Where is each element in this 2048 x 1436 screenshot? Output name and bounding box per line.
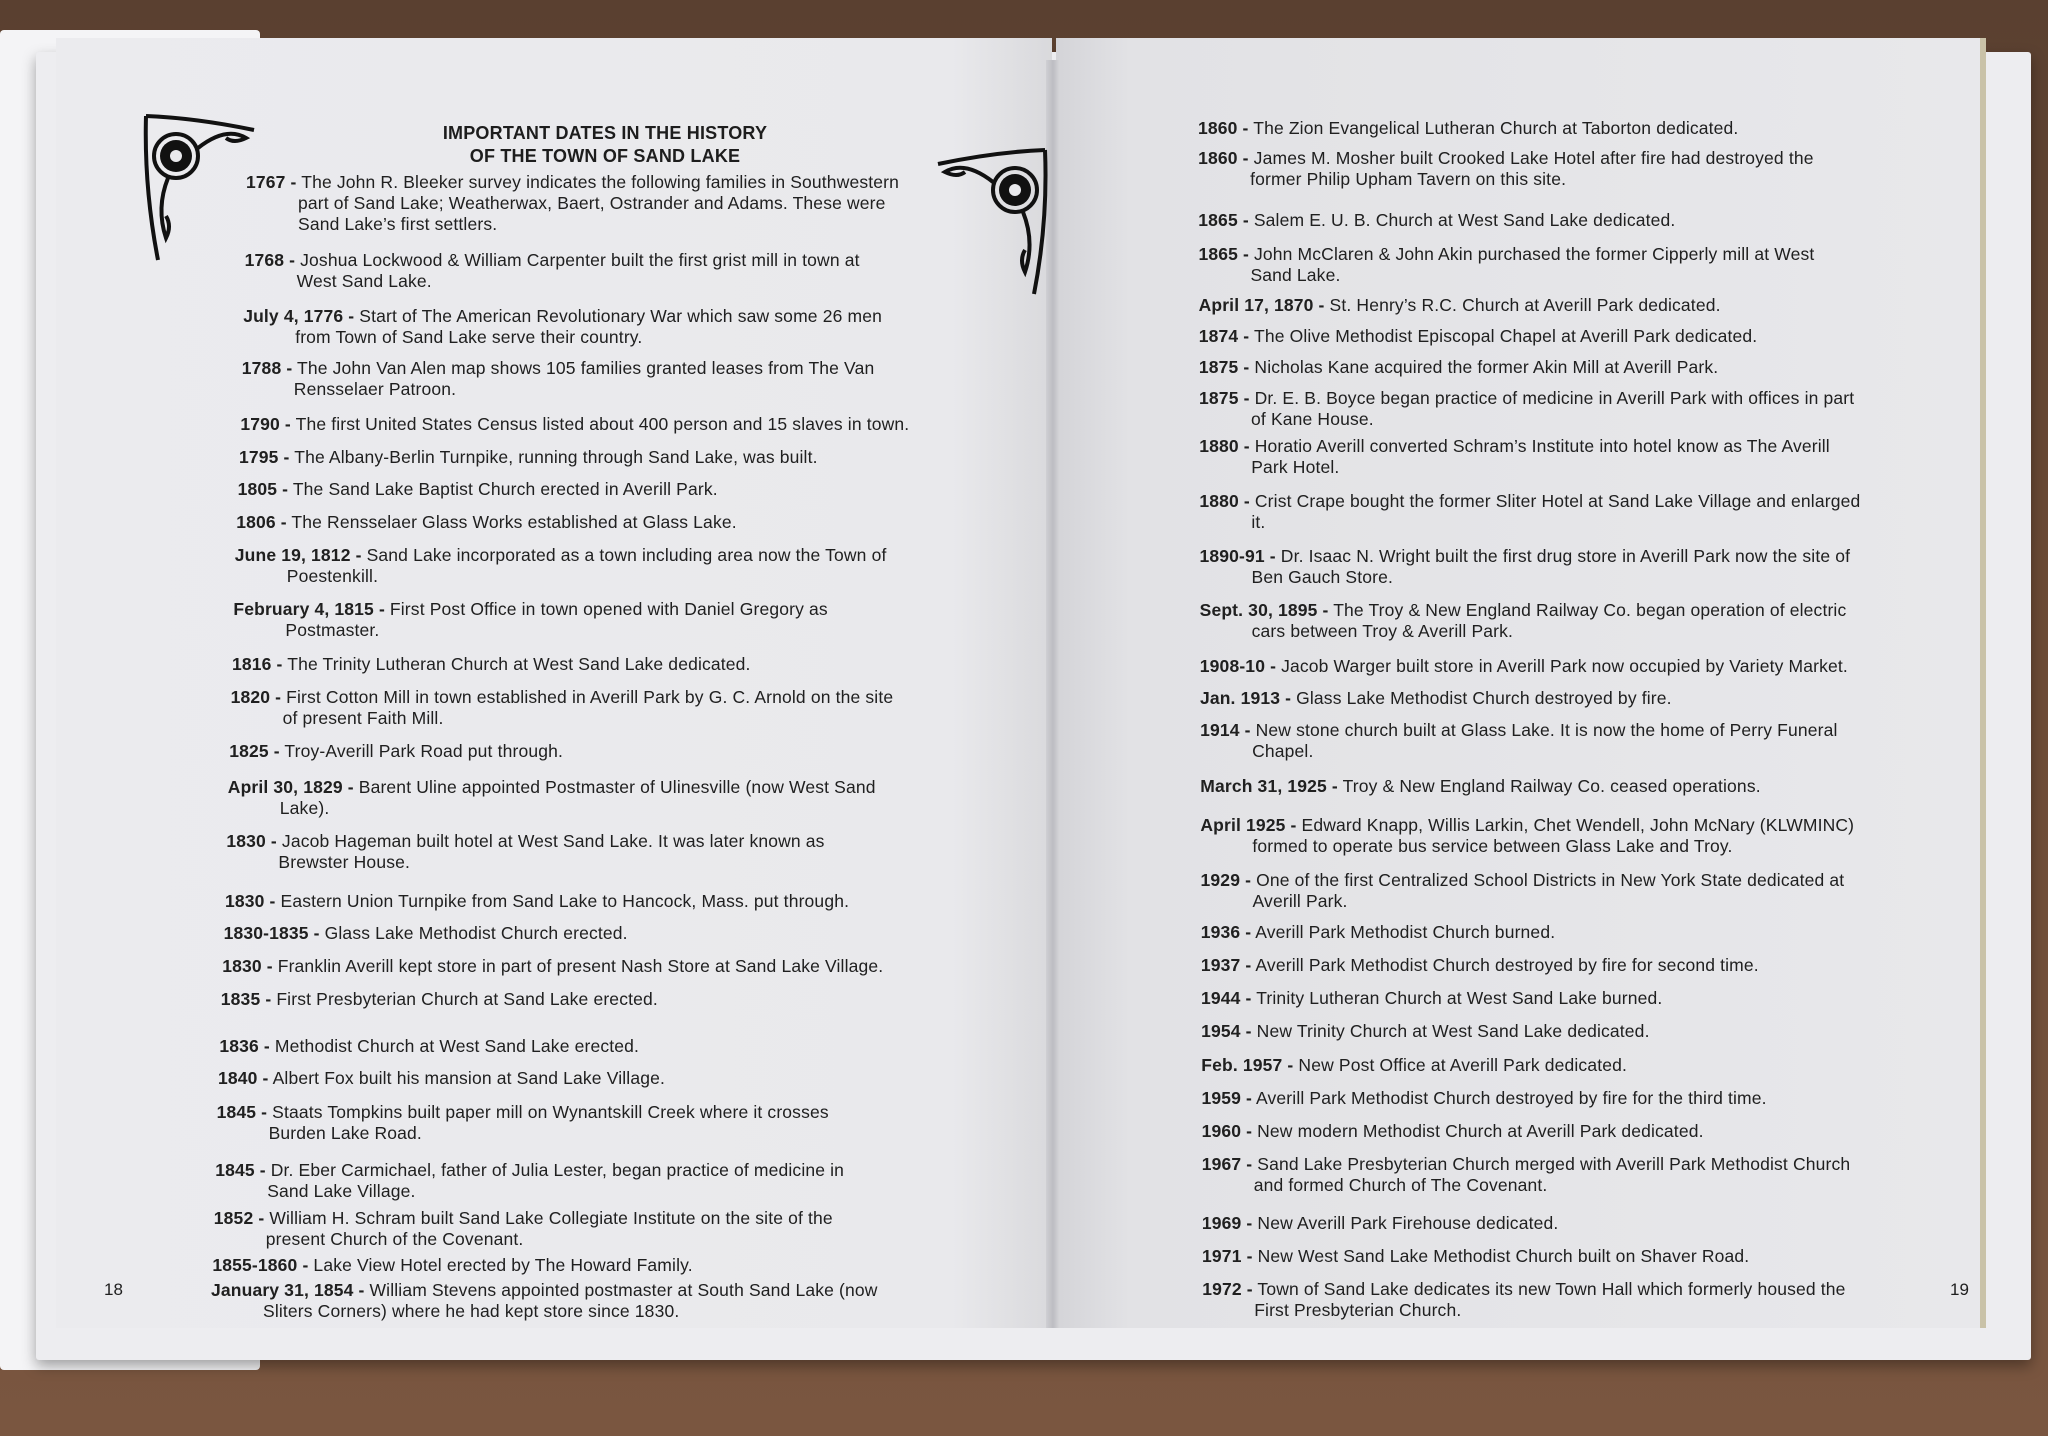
entry-first-line (211, 1280, 878, 1300)
entry-date: 1795 - (239, 447, 290, 467)
date-entry-left (242, 358, 875, 400)
date-entry-left (224, 923, 628, 944)
entry-text-line-1: William Stevens appointed postmaster at South Sand Lake (now (364, 1280, 878, 1300)
entry-date: Sept. 30, 1895 - (1199, 600, 1329, 620)
entry-first-line (238, 479, 718, 499)
entry-date: 1830-1835 - (223, 923, 320, 943)
entry-text-line-2: and formed Church of The Covenant. (1253, 1175, 1548, 1195)
date-entry-right (1202, 1121, 1704, 1142)
entry-first-line (218, 1068, 665, 1088)
date-entry-right (1198, 148, 1813, 190)
date-entry-left (243, 306, 882, 348)
date-entry-left (212, 1255, 692, 1276)
entry-text-line-1: The Trinity Lutheran Church at West Sand Lake dedicated. (282, 654, 751, 674)
entry-text-line-1: The Albany-Berlin Turnpike, running through Sand Lake, was built. (289, 447, 818, 467)
entry-first-line (1198, 210, 1675, 230)
entry-first-line (236, 512, 737, 532)
date-entry-right (1202, 1279, 1845, 1321)
entry-date: 1937 - (1200, 955, 1252, 975)
corner-ornament-right-icon (930, 142, 1055, 302)
date-entry-left (219, 1036, 639, 1057)
entry-first-line (1201, 1021, 1649, 1041)
entry-text-line-3: Sand Lake’s first settlers. (298, 214, 498, 234)
date-entry-left (226, 831, 824, 873)
entry-text-line-1: First Post Office in town opened with Daniel Gregory as (384, 599, 828, 619)
date-entry-left (215, 1160, 844, 1202)
entry-date: 1825 - (229, 741, 280, 761)
entry-text-line-1: Dr. E. B. Boyce began practice of medicine in Averill Park with offices in part (1249, 388, 1855, 408)
entry-text-line-2: of present Faith Mill. (282, 708, 444, 728)
entry-date: March 31, 1925 - (1200, 776, 1338, 796)
date-entry-left (238, 479, 718, 500)
entry-text-line-2: Burden Lake Road. (268, 1123, 422, 1143)
entry-text-line-1: New Post Office at Averill Park dedicated. (1293, 1055, 1628, 1075)
entry-date: 1830 - (222, 956, 273, 976)
date-entry-left (221, 989, 658, 1010)
entry-date: January 31, 1854 - (211, 1280, 365, 1300)
entry-first-line (225, 891, 849, 911)
entry-text-line-2: First Presbyterian Church. (1254, 1300, 1462, 1320)
entry-first-line (232, 654, 751, 674)
entry-date: 1845 - (216, 1102, 268, 1122)
date-entry-right (1199, 388, 1854, 430)
entry-date: 1767 - (246, 172, 297, 192)
entry-date: Jan. 1913 - (1199, 688, 1292, 708)
entry-text-line-1: Lake View Hotel erected by The Howard Family. (308, 1255, 693, 1275)
entry-first-line (1200, 600, 1847, 620)
entry-date: 1874 - (1198, 326, 1250, 346)
date-entry-right (1199, 295, 1721, 316)
entry-first-line (1202, 1213, 1558, 1233)
entry-text-line-1: Dr. Eber Carmichael, father of Julia Lester, began practice of medicine in (265, 1160, 845, 1180)
date-entry-right (1198, 118, 1738, 139)
page-number-left: 18 (104, 1280, 123, 1299)
date-entry-right (1201, 1021, 1649, 1042)
date-entry-left (217, 1102, 829, 1144)
entry-text-line-2: Averill Park. (1252, 891, 1348, 911)
entry-text-line-1: The Rensselaer Glass Works established at Glass Lake. (286, 512, 737, 532)
entry-date: 1790 - (240, 414, 291, 434)
entry-date: 1805 - (237, 479, 289, 499)
entry-first-line (243, 306, 882, 326)
entry-text-line-1: John McClaren & John Akin purchased the former Cipperly mill at West (1248, 244, 1815, 264)
entry-text-line-2: West Sand Lake. (296, 271, 432, 291)
entry-text-line-1: Crist Crape bought the former Sliter Hotel at Sand Lake Village and enlarged (1249, 491, 1861, 511)
date-entry-right (1199, 491, 1860, 533)
date-entry-right (1202, 1154, 1851, 1196)
entry-text-line-1: Troy & New England Railway Co. ceased operations. (1337, 776, 1761, 796)
date-entry-right (1198, 244, 1814, 286)
entry-first-line (222, 956, 883, 976)
date-entry-left (228, 777, 876, 819)
entry-first-line (1202, 1246, 1749, 1266)
entry-text-line-2: of Kane House. (1251, 409, 1374, 429)
entry-text-line-1: Joshua Lockwood & William Carpenter built the first grist mill in town at (295, 250, 860, 270)
date-entry-right (1201, 1088, 1766, 1109)
entry-text-line-1: Sand Lake Presbyterian Church merged with Averill Park Methodist Church (1252, 1154, 1851, 1174)
date-entry-left (245, 250, 860, 292)
entry-text-line-1: The Olive Methodist Episcopal Chapel at Averill Park dedicated. (1249, 326, 1758, 346)
entry-first-line (1199, 326, 1758, 346)
entry-text-line-1: Town of Sand Lake dedicates its new Town Hall which formerly housed the (1252, 1279, 1846, 1299)
entry-first-line (242, 358, 875, 378)
entry-text-line-1: The Zion Evangelical Lutheran Church at Taborton dedicated. (1248, 118, 1739, 138)
entry-first-line (1199, 295, 1721, 315)
corner-ornament-left-icon (136, 108, 261, 268)
date-entry-right (1200, 546, 1851, 588)
entry-text-line-1: The Troy & New England Railway Co. began operation of electric (1328, 600, 1847, 620)
entry-text-line-1: Barent Uline appointed Postmaster of Ulinesville (now West Sand (353, 777, 876, 797)
date-entry-left (236, 512, 737, 533)
date-entry-right (1199, 436, 1830, 478)
entry-first-line (246, 172, 899, 192)
date-entry-left (235, 545, 887, 587)
entry-text-line-1: Albert Fox built his mansion at Sand Lake Village. (268, 1068, 665, 1088)
entry-text-line-2: Ben Gauch Store. (1251, 567, 1394, 587)
entry-first-line (1200, 720, 1837, 740)
entry-text-line-1: James M. Mosher built Crooked Lake Hotel after fire had destroyed the (1248, 148, 1814, 168)
entry-date: 1875 - (1199, 388, 1250, 408)
entry-text-line-1: The first United States Census listed about 400 person and 15 slaves in town. (290, 414, 910, 434)
entry-date: 1806 - (236, 512, 287, 532)
entry-text-line-1: Averill Park Methodist Church destroyed by fire for second time. (1251, 955, 1759, 975)
entry-first-line (215, 1160, 844, 1180)
page-number-right: 19 (1950, 1280, 1969, 1299)
entry-first-line (239, 447, 818, 467)
entry-date: 1890-91 - (1199, 546, 1276, 566)
date-entry-right (1202, 1213, 1558, 1234)
entry-date: 1816 - (232, 654, 283, 674)
entry-text-line-1: Troy-Averill Park Road put through. (279, 741, 563, 761)
entry-text-line-2: Rensselaer Patroon. (293, 379, 457, 399)
entry-text-line-1: Averill Park Methodist Church burned. (1251, 922, 1556, 942)
date-entry-left (218, 1068, 665, 1089)
entry-text-line-2: former Philip Upham Tavern on this site. (1250, 169, 1567, 189)
date-entry-right (1200, 776, 1760, 797)
date-entry-right (1200, 688, 1672, 709)
entry-first-line (217, 1102, 829, 1122)
entry-date: Feb. 1957 - (1201, 1055, 1294, 1075)
entry-date: 1830 - (225, 891, 276, 911)
entry-date: April 30, 1829 - (227, 777, 354, 797)
entry-text-line-1: Salem E. U. B. Church at West Sand Lake dedicated. (1248, 210, 1676, 230)
entry-date: 1836 - (219, 1036, 270, 1056)
entry-date: 1860 - (1198, 148, 1249, 168)
entry-text-line-1: First Cotton Mill in town established in Averill Park by G. C. Arnold on the site (281, 687, 894, 707)
date-entry-left (240, 414, 909, 435)
date-entry-left (239, 447, 818, 468)
entry-text-line-2: part of Sand Lake; Weatherwax, Baert, Ostrander and Adams. These were (298, 193, 886, 213)
entry-date: 1875 - (1198, 357, 1250, 377)
entry-date: 1855-1860 - (212, 1255, 309, 1275)
date-entry-right (1200, 720, 1837, 762)
entry-date: 1845 - (215, 1160, 266, 1180)
entry-first-line (245, 250, 860, 270)
entry-text-line-1: First Presbyterian Church at Sand Lake erected. (271, 989, 658, 1009)
date-entry-left (232, 654, 751, 675)
entry-first-line (1201, 922, 1556, 942)
entry-text-line-1: Start of The American Revolutionary War which saw some 26 men (354, 306, 882, 326)
entry-date: 1954 - (1201, 1021, 1252, 1041)
entry-date: 1835 - (220, 989, 272, 1009)
entry-first-line (228, 777, 876, 797)
entry-text-line-1: Staats Tompkins built paper mill on Wynantskill Creek where it crosses (267, 1102, 829, 1122)
entry-first-line (1198, 244, 1814, 264)
date-entry-left (222, 956, 883, 977)
entry-date: 1944 - (1201, 988, 1252, 1008)
date-entry-right (1198, 210, 1675, 231)
entry-date: 1929 - (1200, 870, 1252, 890)
entry-first-line (1199, 491, 1860, 511)
entry-text-line-2: it. (1251, 512, 1266, 532)
entry-text-line-2: Sand Lake Village. (267, 1181, 416, 1201)
entry-text-line-2: Poestenkill. (286, 566, 379, 586)
entry-text-line-2: Lake). (279, 798, 330, 818)
entry-text-line-1: New modern Methodist Church at Averill Park dedicated. (1252, 1121, 1704, 1141)
entry-text-line-1: Jacob Hageman built hotel at West Sand Lake. It was later known as (276, 831, 825, 851)
entry-first-line (1202, 1279, 1845, 1299)
entry-text-line-1: William H. Schram built Sand Lake Collegiate Institute on the site of the (264, 1208, 833, 1228)
entry-date: 1914 - (1200, 720, 1251, 740)
entry-text-line-1: Methodist Church at West Sand Lake erected. (269, 1036, 640, 1056)
entry-text-line-1: Franklin Averill kept store in part of present Nash Store at Sand Lake Village. (272, 956, 884, 976)
entry-date: 1768 - (244, 250, 296, 270)
entry-text-line-1: The Sand Lake Baptist Church erected in Averill Park. (288, 479, 718, 499)
entry-date: 1788 - (241, 358, 293, 378)
date-entry-left (233, 599, 827, 641)
date-entry-left (229, 741, 563, 762)
entry-text-line-1: Averill Park Methodist Church destroyed by fire for the third time. (1251, 1088, 1767, 1108)
entry-first-line (1199, 357, 1718, 377)
entry-first-line (240, 414, 909, 434)
entry-text-line-1: New stone church built at Glass Lake. It is now the home of Perry Funeral (1250, 720, 1838, 740)
entry-text-line-1: New West Sand Lake Methodist Church built on Shaver Road. (1252, 1246, 1750, 1266)
entry-first-line (1201, 870, 1845, 890)
date-entry-right (1199, 326, 1758, 347)
entry-first-line (1199, 436, 1830, 456)
entry-date: 1967 - (1201, 1154, 1253, 1174)
entry-first-line (1202, 1154, 1851, 1174)
date-entry-left (214, 1208, 833, 1250)
date-entry-right (1199, 357, 1718, 378)
date-entry-right (1201, 922, 1556, 943)
entry-first-line (235, 545, 887, 565)
entry-first-line (224, 923, 628, 943)
entry-text-line-1: Glass Lake Methodist Church erected. (319, 923, 628, 943)
entry-date: 1830 - (226, 831, 277, 851)
entry-date: July 4, 1776 - (243, 306, 355, 326)
entry-date: 1865 - (1198, 244, 1249, 264)
entry-text-line-1: Edward Knapp, Willis Larkin, Chet Wendell, John McNary (KLWMINC) (1296, 815, 1855, 835)
entry-text-line-2: Brewster House. (278, 852, 410, 872)
entry-date: April 17, 1870 - (1198, 295, 1325, 315)
entry-text-line-1: St. Henry’s R.C. Church at Averill Park dedicated. (1324, 295, 1721, 315)
date-entry-left (211, 1280, 878, 1322)
entry-text-line-1: New Averill Park Firehouse dedicated. (1252, 1213, 1559, 1233)
entry-date: 1840 - (218, 1068, 269, 1088)
entry-date: February 4, 1815 - (233, 599, 385, 619)
date-entry-right (1200, 815, 1854, 857)
entry-first-line (212, 1255, 692, 1275)
entry-text-line-2: cars between Troy & Averill Park. (1251, 621, 1514, 641)
entry-first-line (219, 1036, 639, 1056)
entry-first-line (1200, 815, 1854, 835)
entry-date: 1972 - (1202, 1279, 1253, 1299)
entry-text-line-2: Postmaster. (285, 620, 380, 640)
entry-first-line (1201, 988, 1662, 1008)
date-entry-left (225, 891, 849, 912)
entry-date: 1880 - (1199, 436, 1250, 456)
entry-date: 1852 - (213, 1208, 265, 1228)
entry-first-line (226, 831, 824, 851)
date-entry-left (231, 687, 894, 729)
entry-text-line-1: New Trinity Church at West Sand Lake dedicated. (1251, 1021, 1650, 1041)
entry-first-line (1202, 1121, 1704, 1141)
date-entry-right (1202, 1246, 1749, 1267)
entry-date: 1860 - (1198, 118, 1249, 138)
entry-first-line (231, 687, 894, 707)
entry-text-line-1: One of the first Centralized School Districts in New York State dedicated at (1251, 870, 1845, 890)
entry-date: 1820 - (230, 687, 282, 707)
entry-first-line (214, 1208, 833, 1228)
date-entry-right (1200, 600, 1847, 642)
entry-text-line-1: Sand Lake incorporated as a town including area now the Town of (361, 545, 887, 565)
entry-date: June 19, 1812 - (234, 545, 362, 565)
entry-text-line-2: Sliters Corners) where he had kept store since 1830. (263, 1301, 680, 1321)
entry-text-line-1: Glass Lake Methodist Church destroyed by fire. (1291, 688, 1672, 708)
entry-text-line-2: Chapel. (1252, 741, 1314, 761)
entry-date: 1880 - (1199, 491, 1250, 511)
entry-first-line (1201, 955, 1759, 975)
date-entry-right (1201, 870, 1845, 912)
entry-text-line-2: from Town of Sand Lake serve their country. (295, 327, 643, 347)
entry-first-line (1199, 388, 1854, 408)
date-entry-right (1200, 656, 1848, 677)
entry-date: 1908-10 - (1199, 656, 1277, 676)
title-line-2: OF THE TOWN OF SAND LAKE (469, 146, 741, 166)
date-entry-left (246, 172, 899, 235)
entry-date: 1971 - (1202, 1246, 1253, 1266)
date-entry-right (1201, 1055, 1627, 1076)
entry-date: 1969 - (1201, 1213, 1253, 1233)
title-line-1: IMPORTANT DATES IN THE HISTORY (442, 123, 768, 143)
entry-first-line (229, 741, 563, 761)
entry-date: 1936 - (1200, 922, 1252, 942)
entry-text-line-1: Trinity Lutheran Church at West Sand Lake burned. (1251, 988, 1663, 1008)
page-title (380, 122, 830, 168)
entry-text-line-1: Dr. Isaac N. Wright built the first drug store in Averill Park now the site of (1275, 546, 1851, 566)
entry-first-line (233, 599, 827, 619)
entry-first-line (1198, 118, 1738, 138)
entry-first-line (1200, 656, 1848, 676)
entry-first-line (1201, 1088, 1766, 1108)
entry-text-line-2: present Church of the Covenant. (265, 1229, 524, 1249)
entry-text-line-2: Park Hotel. (1251, 457, 1340, 477)
entry-text-line-1: Eastern Union Turnpike from Sand Lake to Hancock, Mass. put through. (275, 891, 850, 911)
entry-text-line-1: Jacob Warger built store in Averill Park now occupied by Variety Market. (1276, 656, 1848, 676)
entry-first-line (1200, 546, 1851, 566)
entry-first-line (221, 989, 658, 1009)
entry-text-line-1: The John R. Bleeker survey indicates the following families in Southwestern (296, 172, 900, 192)
entry-first-line (1200, 688, 1672, 708)
entry-text-line-2: formed to operate bus service between Glass Lake and Troy. (1252, 836, 1733, 856)
entry-first-line (1198, 148, 1813, 168)
entry-text-line-1: The John Van Alen map shows 105 families granted leases from The Van (292, 358, 875, 378)
entry-date: 1960 - (1201, 1121, 1253, 1141)
entry-date: 1959 - (1201, 1088, 1252, 1108)
entry-date: April 1925 - (1200, 815, 1297, 835)
date-entry-right (1201, 955, 1759, 976)
entry-text-line-1: Nicholas Kane acquired the former Akin Mill at Averill Park. (1249, 357, 1719, 377)
entry-first-line (1201, 1055, 1627, 1075)
entry-text-line-1: Horatio Averill converted Schram’s Institute into hotel know as The Averill (1249, 436, 1830, 456)
entry-text-line-2: Sand Lake. (1250, 265, 1341, 285)
entry-date: 1865 - (1198, 210, 1249, 230)
entry-first-line (1200, 776, 1760, 796)
date-entry-right (1201, 988, 1662, 1009)
